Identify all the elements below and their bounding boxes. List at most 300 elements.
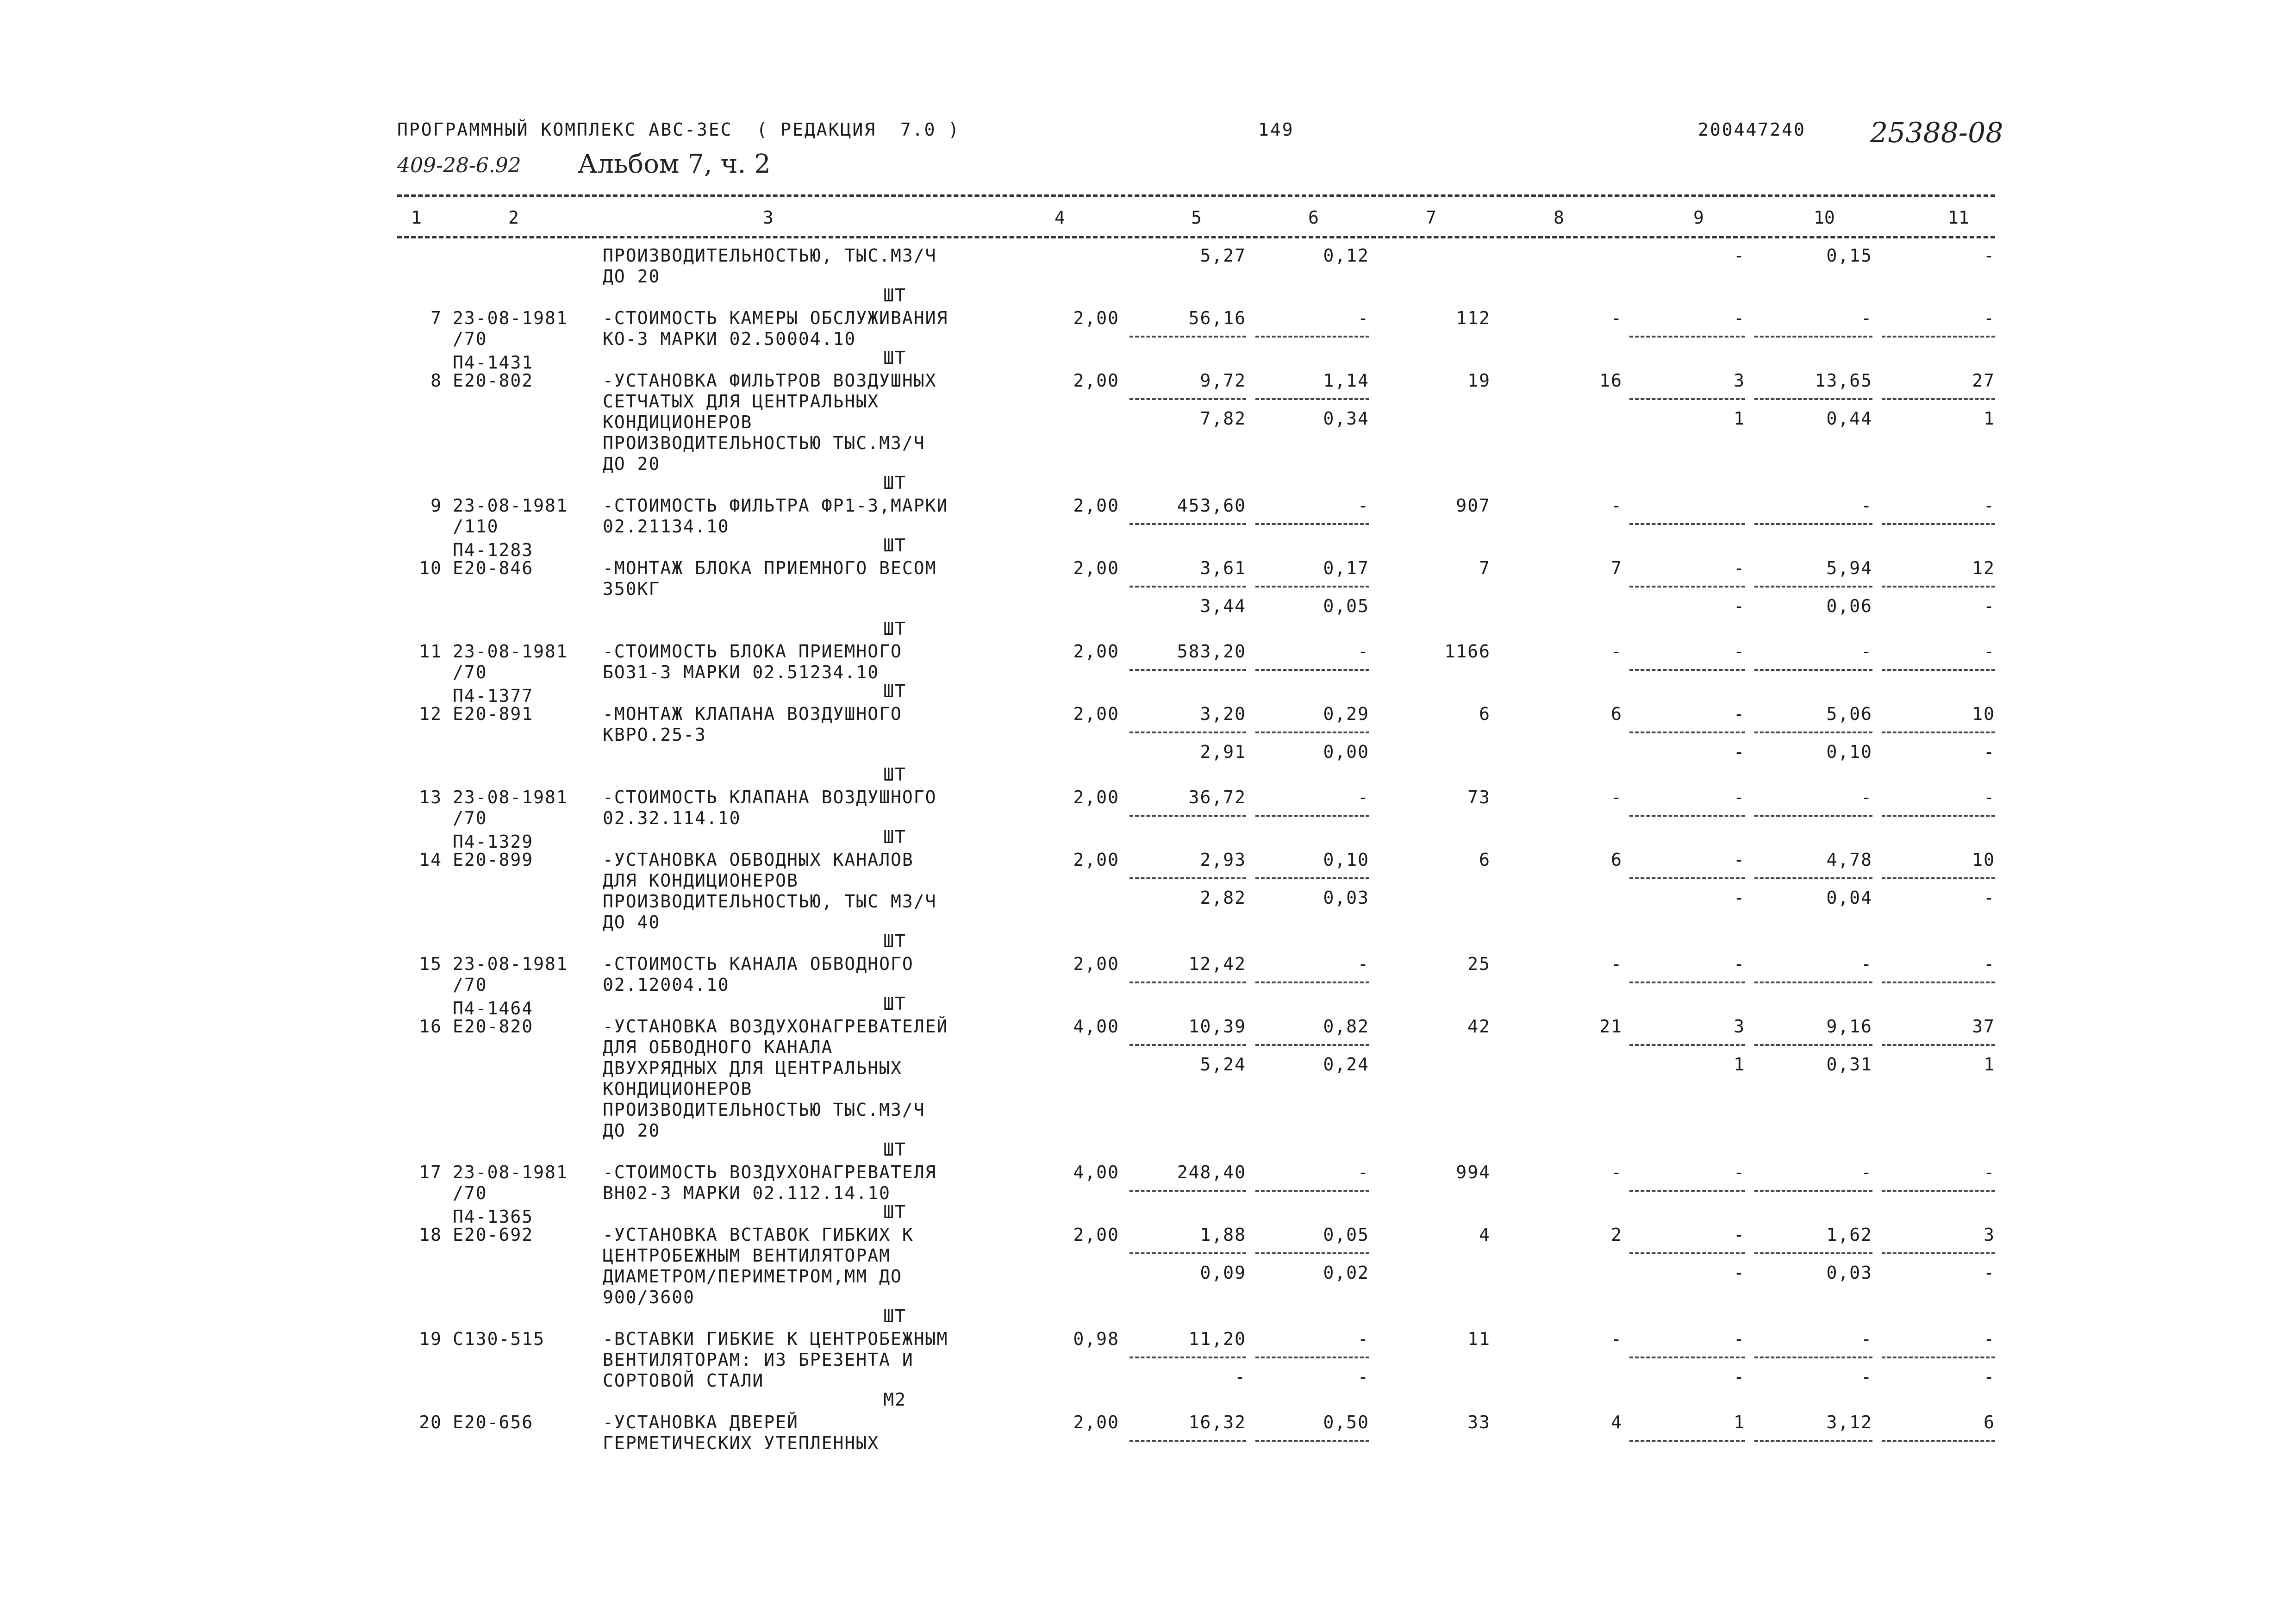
cell-divider [1129,523,1246,525]
row-unit: ШТ [883,285,906,306]
cell-c6b: 0,02 [1323,1263,1369,1283]
cell-divider [1255,877,1369,879]
cell-c8: 6 [1611,704,1622,724]
row-description: -СТОИМОСТЬ КАМЕРЫ ОБСЛУЖИВАНИЯ [603,308,948,328]
row-code: 23-08-1981 [453,954,568,974]
cell-c11b: 1 [1984,408,1995,429]
cell-c6: - [1358,787,1369,807]
cell-divider [1754,815,1872,817]
cell-c10b: 0,10 [1826,742,1872,762]
cell-c5b: 0,09 [1200,1263,1246,1283]
cell-divider [1629,1252,1745,1254]
cell-c10b: 0,31 [1826,1054,1872,1075]
cell-c11: - [1984,495,1995,516]
cell-divider [1754,1190,1872,1192]
cell-c10b: - [1861,1367,1872,1387]
cell-c11: - [1984,954,1995,974]
cell-c6b: 0,00 [1323,742,1369,762]
row-description: 02.32.114.10 [603,808,741,828]
cell-c9: 3 [1734,1016,1745,1037]
row-code: 23-08-1981 [453,308,568,328]
cell-divider [1255,1440,1369,1442]
cell-divider [1629,1044,1745,1046]
cell-divider [1754,1044,1872,1046]
row-code: 23-08-1981 [453,495,568,516]
row-unit: ШТ [883,535,906,556]
row-unit: ШТ [883,348,906,368]
cell-c5b: 3,44 [1200,596,1246,616]
cell-c10b: 0,06 [1826,596,1872,616]
cell-c6: - [1358,641,1369,662]
cell-divider [1629,336,1745,338]
row-ref-code: П4-1365 [453,1207,534,1227]
cell-c5b: 7,82 [1200,408,1246,429]
cell-c7: 11 [1467,1329,1491,1349]
column-number: 10 [1814,207,1835,228]
cell-divider [1754,1252,1872,1254]
cell-c9: 3 [1734,370,1745,391]
cell-divider [1629,982,1745,983]
cell-c11b: - [1984,888,1995,908]
row-unit: ШТ [883,764,906,785]
handwritten-stamp: 25388-08 [1870,117,2003,149]
cell-c10: 5,06 [1826,704,1872,724]
cell-c5: 11,20 [1188,1329,1246,1349]
cell-divider [1754,982,1872,983]
cell-divider [1129,1357,1246,1358]
cell-c11: - [1984,1329,1995,1349]
cell-divider [1129,586,1246,588]
row-ref-code: П4-1431 [453,352,534,373]
row-description: 02.21134.10 [603,516,730,537]
cell-divider [1629,523,1745,525]
row-code: 23-08-1981 [453,787,568,807]
cell-c6b: 0,24 [1323,1054,1369,1075]
row-number: 19 [419,1329,442,1349]
cell-c10: - [1861,1329,1872,1349]
cell-c7: 6 [1479,704,1491,724]
column-number: 11 [1948,207,1969,228]
cell-c8: - [1611,954,1622,974]
row-code: С130-515 [453,1329,545,1349]
row-description: 900/3600 [603,1287,695,1307]
project-number: 409-28-6.92 [397,154,521,177]
cell-divider [1255,336,1369,338]
row-number: 8 [430,370,442,391]
cell-divider [1754,586,1872,588]
cell-c8: 2 [1611,1225,1622,1245]
row-code-suffix: /70 [453,329,487,349]
cell-divider [1629,877,1745,879]
cell-c5: 12,42 [1188,954,1246,974]
cell-c9b: - [1734,742,1745,762]
cell-qty: 2,00 [1073,954,1119,974]
cell-qty: 0,98 [1073,1329,1119,1349]
cell-c9b: - [1734,245,1745,266]
cell-divider [1255,982,1369,983]
column-number: 6 [1308,207,1319,228]
row-description: КО-3 МАРКИ 02.50004.10 [603,329,856,349]
cell-c11: 3 [1984,1225,1995,1245]
cell-c5: 3,20 [1200,704,1246,724]
cell-divider [1629,1190,1745,1192]
cell-c9b: - [1734,1367,1745,1387]
cell-c7: 4 [1479,1225,1491,1245]
row-unit: ШТ [883,994,906,1014]
cell-c7: 73 [1467,787,1491,807]
cell-divider [1129,877,1246,879]
column-number: 8 [1554,207,1564,228]
cell-c5b: 2,82 [1200,888,1246,908]
cell-divider [1629,398,1745,400]
cell-c5b: 5,27 [1200,245,1246,266]
cell-qty: 2,00 [1073,495,1119,516]
cell-qty: 4,00 [1073,1016,1119,1037]
cell-c8: 21 [1599,1016,1622,1037]
row-description: -СТОИМОСТЬ ВОЗДУХОНАГРЕВАТЕЛЯ [603,1162,937,1182]
row-number: 17 [419,1162,442,1182]
cell-c6b: 0,03 [1323,888,1369,908]
row-description: -УСТАНОВКА ВОЗДУХОНАГРЕВАТЕЛЕЙ [603,1016,948,1037]
cell-c6: 0,29 [1323,704,1369,724]
page-number: 149 [1258,119,1294,140]
row-unit: ШТ [883,681,906,701]
row-number: 11 [419,641,442,662]
cell-c6: 1,14 [1323,370,1369,391]
row-description: ЦЕНТРОБЕЖНЫМ ВЕНТИЛЯТОРАМ [603,1245,891,1266]
row-code: Е20-802 [453,370,534,391]
cell-divider [1882,398,1995,400]
row-number: 16 [419,1016,442,1037]
cell-c11: 10 [1972,850,1995,870]
cell-divider [1754,731,1872,733]
cell-c10b: 0,15 [1826,245,1872,266]
cell-c11: 12 [1972,558,1995,578]
row-unit: ШТ [883,1139,906,1160]
cell-c10b: 0,04 [1826,888,1872,908]
cell-divider [1255,815,1369,817]
cell-qty: 2,00 [1073,641,1119,662]
cell-c6: - [1358,1162,1369,1182]
cell-divider [1882,669,1995,671]
cell-c10: - [1861,308,1872,328]
row-ref-code: П4-1329 [453,832,534,852]
cell-c5: 36,72 [1188,787,1246,807]
cell-c7: 19 [1467,370,1491,391]
cell-c7: 994 [1456,1162,1491,1182]
row-description: КОНДИЦИОНЕРОВ [603,1079,753,1099]
cell-c9: - [1734,558,1745,578]
cell-c9: - [1734,787,1745,807]
cell-c8: - [1611,787,1622,807]
cell-c11: - [1984,1162,1995,1182]
cell-divider [1129,1440,1246,1442]
cell-c10: - [1861,495,1872,516]
cell-divider [1629,586,1745,588]
row-description: ГЕРМЕТИЧЕСКИХ УТЕПЛЕННЫХ [603,1433,880,1453]
cell-c7: 6 [1479,850,1491,870]
row-description: -СТОИМОСТЬ КАНАЛА ОБВОДНОГО [603,954,914,974]
cell-c10b: 0,44 [1826,408,1872,429]
cell-c11: - [1984,308,1995,328]
cell-divider [1129,1190,1246,1192]
cell-divider [1629,731,1745,733]
cell-divider [1882,1044,1995,1046]
cell-c7: 1166 [1444,641,1491,662]
cell-c11: - [1984,787,1995,807]
row-number: 20 [419,1412,442,1432]
cell-divider [1129,731,1246,733]
cell-qty: 2,00 [1073,1412,1119,1432]
cell-c9: - [1734,641,1745,662]
cell-c6: - [1358,954,1369,974]
row-description: -СТОИМОСТЬ КЛАПАНА ВОЗДУШНОГО [603,787,937,807]
cell-c5b: - [1235,1367,1246,1387]
cell-divider [1629,1440,1745,1442]
cell-c5: 2,93 [1200,850,1246,870]
cell-divider [1129,815,1246,817]
cell-c11b: 1 [1984,1054,1995,1075]
cell-c10: 3,12 [1826,1412,1872,1432]
row-description: КВРО.25-3 [603,725,706,745]
cell-divider [1629,669,1745,671]
cell-divider [1882,523,1995,525]
cell-c9b: - [1734,1263,1745,1283]
row-description: ПРОИЗВОДИТЕЛЬНОСТЬЮ ТЫС.М3/Ч [603,433,925,453]
cell-c6: 0,17 [1323,558,1369,578]
row-description: 350КГ [603,579,661,599]
row-code: Е20-820 [453,1016,534,1037]
cell-divider [1882,815,1995,817]
row-description: ДВУХРЯДНЫХ ДЛЯ ЦЕНТРАЛЬНЫХ [603,1058,902,1078]
row-description: ДО 20 [603,454,661,474]
cell-qty: 2,00 [1073,787,1119,807]
cell-c6b: - [1358,1367,1369,1387]
cell-divider [1255,586,1369,588]
cell-c6: 0,10 [1323,850,1369,870]
row-code-suffix: /70 [453,808,487,828]
cell-c6: 0,05 [1323,1225,1369,1245]
cell-c7: 33 [1467,1412,1491,1432]
cell-divider [1882,1252,1995,1254]
row-code-suffix: /70 [453,662,487,682]
cell-c10: - [1861,1162,1872,1182]
cell-divider [1255,1357,1369,1358]
cell-c10: - [1861,641,1872,662]
row-number: 13 [419,787,442,807]
program-title: ПРОГРАММНЫЙ КОМПЛЕКС АВС-3ЕС ( РЕДАКЦИЯ 7.0 ) [397,119,961,140]
cell-c5: 3,61 [1200,558,1246,578]
cell-divider [1255,731,1369,733]
cell-c8: - [1611,1162,1622,1182]
row-description: ВЕНТИЛЯТОРАМ: ИЗ БРЕЗЕНТА И [603,1350,914,1370]
cell-c6: - [1358,1329,1369,1349]
row-unit: ШТ [883,473,906,493]
row-code-suffix: /70 [453,975,487,995]
cell-qty: 2,00 [1073,1225,1119,1245]
cell-c11: - [1984,641,1995,662]
row-description: -УСТАНОВКА ВСТАВОК ГИБКИХ К [603,1225,914,1245]
cell-c8: 16 [1599,370,1622,391]
cell-divider [1754,1440,1872,1442]
row-code: Е20-692 [453,1225,534,1245]
row-description: ДЛЯ КОНДИЦИОНЕРОВ [603,870,799,891]
cell-divider [1754,1357,1872,1358]
row-description: -УСТАНОВКА ДВЕРЕЙ [603,1412,799,1432]
cell-c7: 112 [1456,308,1491,328]
cell-c7: 42 [1467,1016,1491,1037]
cell-divider [1255,398,1369,400]
row-unit: ШТ [883,1202,906,1222]
cell-divider [1255,669,1369,671]
row-description: ДЛЯ ОБВОДНОГО КАНАЛА [603,1037,833,1057]
cell-divider [1129,1252,1246,1254]
cell-c5: 10,39 [1188,1016,1246,1037]
cell-c6: - [1358,308,1369,328]
cell-divider [1882,1357,1995,1358]
row-description: ВН02-3 МАРКИ 02.112.14.10 [603,1183,891,1203]
cell-divider [1255,1044,1369,1046]
cell-divider [1754,877,1872,879]
cell-divider [1882,1440,1995,1442]
cell-c10: 13,65 [1815,370,1872,391]
cell-c6b: 0,34 [1323,408,1369,429]
cell-divider [1129,398,1246,400]
row-description: БОЗ1-3 МАРКИ 02.51234.10 [603,662,880,682]
cell-c9b: 1 [1734,1054,1745,1075]
cell-c8: 4 [1611,1412,1622,1432]
cell-divider [1882,336,1995,338]
row-unit: ШТ [883,931,906,951]
cell-divider [1255,1190,1369,1192]
cell-c8: 6 [1611,850,1622,870]
cell-c11: 10 [1972,704,1995,724]
row-description: -УСТАНОВКА ОБВОДНЫХ КАНАЛОВ [603,850,914,870]
cell-c9: - [1734,1329,1745,1349]
row-description: -ВСТАВКИ ГИБКИЕ К ЦЕНТРОБЕЖНЫМ [603,1329,948,1349]
cell-c9: - [1734,1225,1745,1245]
row-number: 10 [419,558,442,578]
row-description: ПРОИЗВОДИТЕЛЬНОСТЬЮ ТЫС.М3/Ч [603,1100,925,1120]
cell-c8: - [1611,308,1622,328]
row-number: 12 [419,704,442,724]
cell-c9: - [1734,954,1745,974]
cell-c10: 4,78 [1826,850,1872,870]
cell-c9: - [1734,850,1745,870]
row-description: -УСТАНОВКА ФИЛЬТРОВ ВОЗДУШНЫХ [603,370,937,391]
cell-c9b: - [1734,596,1745,616]
cell-c9b: 1 [1734,408,1745,429]
cell-c6b: 0,05 [1323,596,1369,616]
cell-divider [1882,877,1995,879]
cell-c7: 907 [1456,495,1491,516]
cell-c9: 1 [1734,1412,1745,1432]
row-description: СОРТОВОЙ СТАЛИ [603,1370,764,1391]
cell-c10: 9,16 [1826,1016,1872,1037]
row-description: ДО 20 [603,266,661,287]
row-description: СЕТЧАТЫХ ДЛЯ ЦЕНТРАЛЬНЫХ [603,391,880,412]
row-description: ПРОИЗВОДИТЕЛЬНОСТЬЮ, ТЫС М3/Ч [603,891,937,912]
row-unit: ШТ [883,1306,906,1326]
row-description: ПРОИЗВОДИТЕЛЬНОСТЬЮ, ТЫС.М3/Ч [603,245,937,266]
cell-c11b: - [1984,1367,1995,1387]
cell-divider [1129,669,1246,671]
row-description: ДИАМЕТРОМ/ПЕРИМЕТРОМ,ММ ДО [603,1266,902,1287]
row-unit: ШТ [883,827,906,847]
cell-divider [1129,336,1246,338]
cell-divider [1882,1190,1995,1192]
row-code: Е20-656 [453,1412,534,1432]
cell-c8: - [1611,495,1622,516]
cell-c5: 453,60 [1177,495,1246,516]
row-unit: М2 [883,1389,906,1410]
cell-c11: 37 [1972,1016,1995,1037]
row-code: 23-08-1981 [453,1162,568,1182]
cell-c5b: 5,24 [1200,1054,1246,1075]
cell-divider [1255,1252,1369,1254]
cell-qty: 2,00 [1073,370,1119,391]
row-description: -СТОИМОСТЬ БЛОКА ПРИЕМНОГО [603,641,902,662]
row-number: 9 [430,495,442,516]
cell-c5: 1,88 [1200,1225,1246,1245]
row-ref-code: П4-1464 [453,998,534,1019]
column-number: 2 [508,207,519,228]
column-number: 5 [1191,207,1202,228]
row-number: 15 [419,954,442,974]
column-number: 1 [411,207,422,228]
cell-c11: 27 [1972,370,1995,391]
row-description: ДО 40 [603,912,661,932]
cell-c5: 583,20 [1177,641,1246,662]
cell-qty: 2,00 [1073,558,1119,578]
album-label: Альбом 7, ч. 2 [578,149,771,179]
cell-c10b: 0,03 [1826,1263,1872,1283]
cell-c9b: - [1734,888,1745,908]
cell-c5: 248,40 [1177,1162,1246,1182]
column-number: 9 [1693,207,1704,228]
row-code: Е20-891 [453,704,534,724]
cell-c6: - [1358,495,1369,516]
cell-c9: - [1734,1162,1745,1182]
row-ref-code: П4-1283 [453,540,534,560]
cell-c11b: - [1984,1263,1995,1283]
cell-c7: 25 [1467,954,1491,974]
cell-c8: 7 [1611,558,1622,578]
cell-divider [1754,336,1872,338]
cell-c10: - [1861,954,1872,974]
row-code: 23-08-1981 [453,641,568,662]
cell-c6b: 0,12 [1323,245,1369,266]
cell-c9: - [1734,308,1745,328]
row-ref-code: П4-1377 [453,686,534,706]
cell-c10: 5,94 [1826,558,1872,578]
cell-c11b: - [1984,245,1995,266]
cell-divider [1754,669,1872,671]
row-number: 14 [419,850,442,870]
cell-c5b: 2,91 [1200,742,1246,762]
cell-divider [1754,523,1872,525]
cell-divider [1129,1044,1246,1046]
row-code-suffix: /110 [453,516,499,537]
cell-divider [1255,523,1369,525]
column-number: 3 [763,207,774,228]
cell-c5: 56,16 [1188,308,1246,328]
row-code: Е20-846 [453,558,534,578]
cell-divider [1882,982,1995,983]
row-number: 7 [430,308,442,328]
cell-qty: 2,00 [1073,308,1119,328]
cell-c9: - [1734,704,1745,724]
